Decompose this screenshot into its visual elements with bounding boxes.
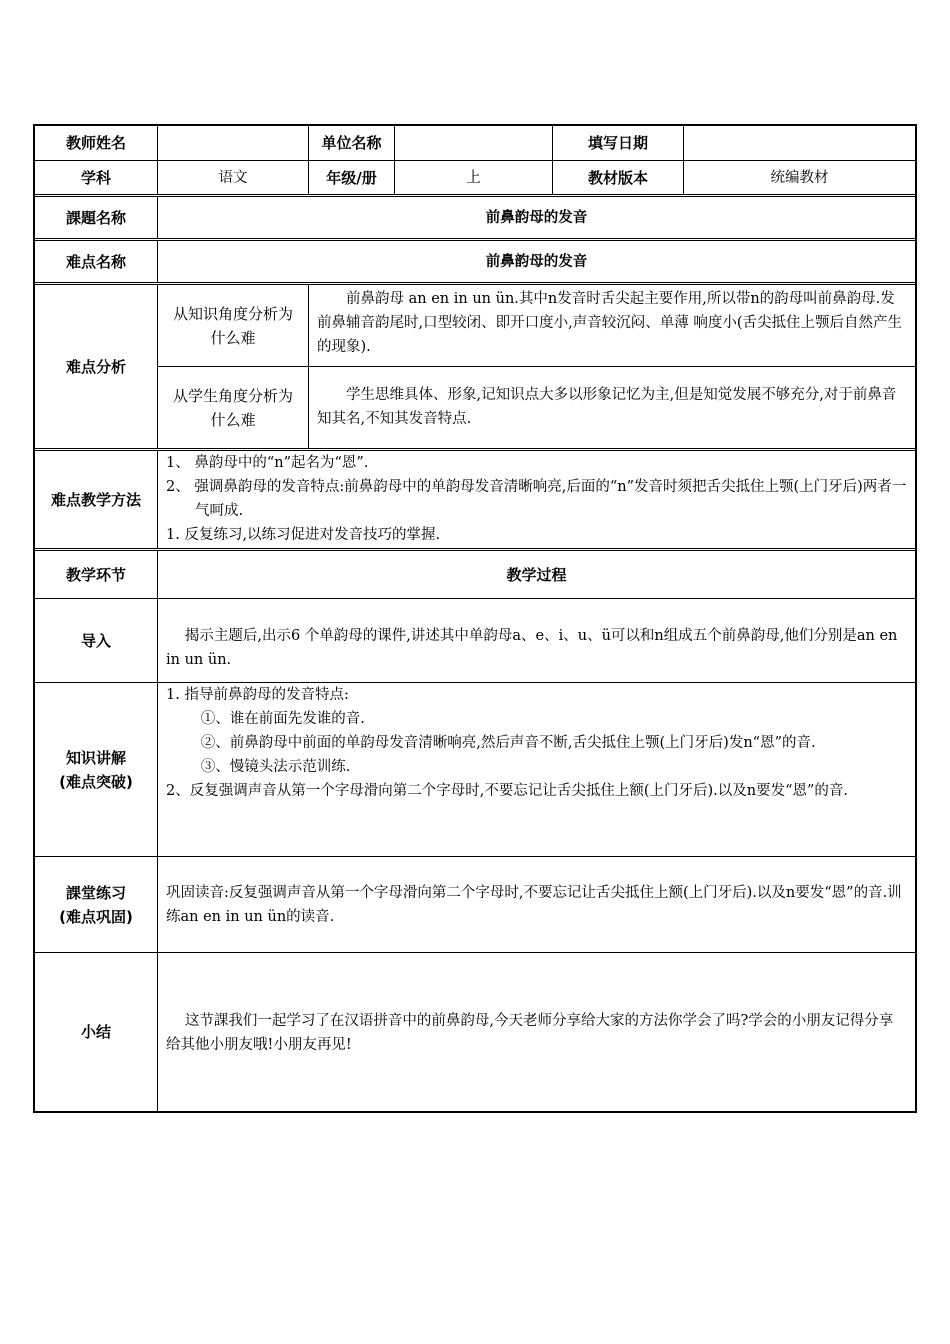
- student-angle-label: 从学生角度分析为什么难: [158, 367, 309, 448]
- unit-name-label: 单位名称: [309, 126, 395, 160]
- process-header-row: [35, 551, 915, 599]
- lecture-row: [35, 683, 915, 857]
- knowledge-angle-label: 从知识角度分析为什么难: [158, 285, 309, 366]
- knowledge-angle-text: 前鼻韵母 an en in un ün.其中n发音时舌尖起主要作用,所以带n的韵母叫前鼻韵母.发前鼻辅音韵尾时,口型较闭、即开口度小,声音较沉闷、单薄 响度小(舌尖抵住上颚后自然产生的现象).: [317, 291, 902, 355]
- lecture-line-2: ①、谁在前面先发谁的音.: [200, 711, 365, 727]
- unit-name-value: [395, 126, 553, 160]
- header-row-2: [35, 161, 915, 197]
- lecture-label: [35, 683, 158, 856]
- difficulty-name-row: [35, 241, 915, 285]
- difficulty-analysis-body: [158, 285, 915, 448]
- topic-label: 課題名称: [35, 197, 158, 238]
- method-label: 难点教学方法: [35, 451, 158, 548]
- summary-text: 这节課我们一起学习了在汉语拼音中的前鼻韵母,今天老师分享给大家的方法你学会了吗?学会的小朋友记得分享给其他小朋友哦!小朋友再见!: [166, 1013, 894, 1053]
- practice-row: [35, 857, 915, 953]
- difficulty-analysis-label: 难点分析: [35, 285, 158, 448]
- difficulty-analysis-row: [35, 285, 915, 451]
- edition-label: 教材版本: [553, 161, 684, 194]
- method-body: [158, 451, 915, 548]
- knowledge-subrow: [158, 285, 915, 367]
- lecture-label-line-1: 知识讲解: [65, 748, 126, 767]
- lecture-line-1: 1. 指导前鼻韵母的发音特点:: [166, 687, 349, 703]
- process-title: 教学过程: [506, 565, 567, 584]
- process-stage-label: 教学环节: [35, 551, 158, 598]
- difficulty-name-label: 难点名称: [35, 241, 158, 282]
- lecture-line-4: ③、慢镜头法示范训练.: [200, 759, 351, 775]
- lecture-line-5: 2、反复强调声音从第一个字母滑向第二个字母时,不要忘记让舌尖抵住上额(上门牙后).以及n要发“恩”的音.: [166, 783, 849, 799]
- lecture-line-3: ②、前鼻韵母中前面的单韵母发音清晰响亮,然后声音不断,舌尖抵住上颚(上门牙后)发n“恩”的音.: [200, 735, 816, 751]
- header-row-1: [35, 126, 915, 161]
- topic-value: 前鼻韵母的发音: [485, 209, 588, 226]
- student-angle-text: 学生思维具体、形象,记知识点大多以形象记忆为主,但是知觉发展不够充分,对于前鼻音知其名,不知其发音特点.: [317, 387, 897, 427]
- difficulty-name-value: 前鼻韵母的发音: [485, 253, 588, 270]
- subject-label: 学科: [35, 161, 158, 194]
- lecture-body: [158, 683, 915, 856]
- method-item-3: 1. 反复练习,以练习促进对发音技巧的掌握.: [166, 527, 441, 543]
- grade-value: 上: [395, 161, 553, 194]
- summary-label: 小结: [35, 953, 158, 1111]
- method-row: [35, 451, 915, 551]
- teacher-name-label: 教师姓名: [35, 126, 158, 160]
- intro-text: 揭示主题后,出示6 个单韵母的课件,讲述其中单韵母a、e、i、u、ü可以和n组成五个前鼻韵母,他们分别是an en in un ün.: [166, 627, 898, 668]
- topic-row: [35, 197, 915, 241]
- edition-value: 统编教材: [770, 169, 829, 186]
- grade-label: 年级/册: [309, 161, 395, 194]
- student-subrow: [158, 367, 915, 448]
- intro-label: 导入: [35, 599, 158, 682]
- fill-date-value: [684, 126, 915, 160]
- summary-row: [35, 953, 915, 1111]
- method-item-2: 2、 强调鼻韵母的发音特点:前鼻韵母中的单韵母发音清晰响亮,后面的“n”发音时须把舌尖抵住上颚(上门牙后)两者一气呵成.: [166, 479, 907, 519]
- lesson-plan-table: [33, 124, 917, 1113]
- practice-text: 巩固读音:反复强调声音从第一个字母滑向第二个字母时,不要忘记让舌尖抵住上额(上门牙后).以及n要发“恩”的音.训练an en in un ün的读音.: [166, 885, 902, 925]
- intro-row: [35, 599, 915, 683]
- practice-label-line-2: (难点巩固): [59, 907, 133, 926]
- fill-date-label: 填写日期: [553, 126, 684, 160]
- teacher-name-value: [158, 126, 309, 160]
- lecture-label-line-2: (难点突破): [59, 772, 133, 791]
- subject-value: 语文: [158, 161, 309, 194]
- method-item-1: 1、 鼻韵母中的“n”起名为“恩”.: [166, 455, 369, 471]
- practice-label-line-1: 課堂练习: [65, 883, 126, 902]
- practice-label: [35, 857, 158, 952]
